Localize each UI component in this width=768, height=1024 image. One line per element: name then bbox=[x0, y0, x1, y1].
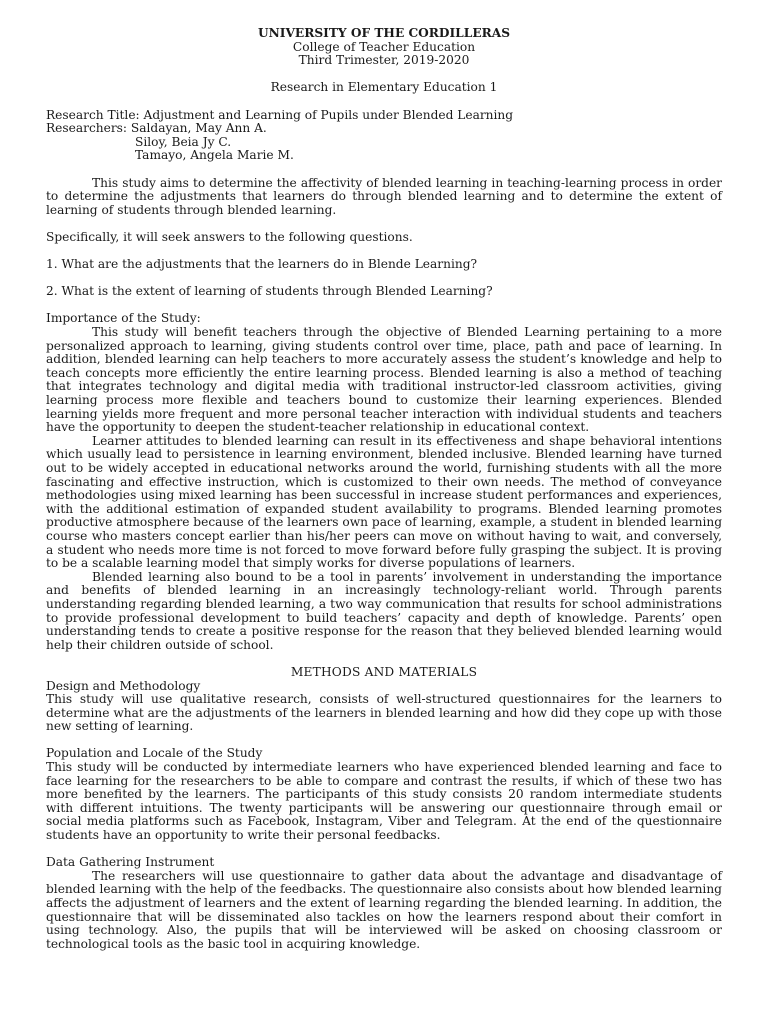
importance-paragraph: Blended learning also bound to be a tool in parents’ involvement in understanding the importance and benefits of blended learning in an increasingly technology-reliant world. Through parents understanding regarding blended learning, a two way communication that results for school administrations to provide professional development to build teachers’ capacity and depth of knowledge. Parents’ open understanding tends to create a positive response for the reason that they believed blended learning would help their children outside of school. bbox=[46, 569, 722, 652]
methods-heading: METHODS AND MATERIALS bbox=[290, 664, 478, 679]
importance-paragraph: This study will benefit teachers through the objective of Blended Learning pertaining to a more personalized approach to learning, giving students control over time, place, path and pace of learning. In addition, blended learning can help teachers to more accurately assess the student’s knowledge and help to teach concepts more efficiently the entire learning process. Blended learning is also a method of teaching that integrates technology and digital media with traditional instructor-led classroom activities, giving learning process more flexible and teachers bound to customize their learning experiences. Blended learning yields more frequent and more personal teacher interaction with individual students and teachers have the opportunity to deepen the student-teacher relationship in educational context. bbox=[46, 325, 722, 435]
importance-heading: Importance of the Study: bbox=[46, 311, 201, 326]
research-title-value: Adjustment and Learning of Pupils under Blended Learning bbox=[143, 107, 514, 122]
aim-paragraph: This study aims to determine the affectivity of blended learning in teaching-learning process in order to determine the adjustments that learners do through blended learning and to determine the extent of learning of students through blended learning. bbox=[46, 175, 722, 217]
college-name: College of Teacher Education bbox=[292, 39, 476, 54]
instrument-heading: Data Gathering Instrument bbox=[46, 855, 215, 870]
research-title-label: Research Title: bbox=[46, 107, 140, 122]
researchers-label: Researchers: bbox=[46, 121, 128, 136]
term: Third Trimester, 2019-2020 bbox=[298, 53, 470, 68]
researcher-name: Saldayan, May Ann A. bbox=[130, 121, 267, 136]
design-paragraph: This study will use qualitative research, consists of well-structured questionnaires for the learners to determine what are the adjustments of the learners in blended learning and how did they cope up with those new setting of learning. bbox=[46, 692, 722, 734]
researcher-name: Siloy, Beia Jy C. bbox=[135, 134, 232, 149]
question-2: 2. What is the extent of learning of students through Blended Learning? bbox=[46, 284, 493, 299]
course-name: Research in Elementary Education 1 bbox=[270, 80, 498, 95]
researchers-line bbox=[46, 122, 722, 136]
instrument-paragraph: The researchers will use questionnaire to gather data about the advantage and disadvantage of blended learning with the help of the feedbacks. The questionnaire also consists about how blended learning affects the adjustment of learners and the extent of learning regarding the blended learning. In addition, the questionnaire that will be disseminated also tackles on how the learners respond about their comfort in using technology. Also, the pupils that will be interviewed will be asked on choosing classroom or technological tools as the basic tool in acquiring knowledge. bbox=[46, 868, 722, 951]
researcher-name: Tamayo, Angela Marie M. bbox=[135, 148, 294, 163]
university-name: UNIVERSITY OF THE CORDILLERAS bbox=[257, 26, 511, 40]
importance-paragraph: Learner attitudes to blended learning can result in its effectiveness and shape behavioral intentions which usually lead to persistence in learning environment, blended inclusive. Blended learning have turned out to be widely accepted in educational networks around the world, furnishing students with all the more fascinating and effective instruction, which is customized to their own needs. The method of conveyance methodologies using mixed learning has been successful in increase student performances and experiences, with the additional estimation of expanded student availability to programs. Blended learning promotes productive atmosphere because of the learners own pace of learning, example, a student in blended learning course who masters concept earlier than his/her peers can move on without having to wait, and conversely, a student who needs more time is not forced to move forward before fully grasping the subject. It is proving to be a scalable learning model that simply works for diverse populations of learners. bbox=[46, 433, 722, 571]
population-paragraph: This study will be conducted by intermediate learners who have experienced blended learning and face to face learning for the researchers to be able to compare and contrast the results, if which of these two has more benefited by the learners. The participants of this study consists 20 random intermediate students with different intuitions. The twenty participants will be answering our questionnaire through email or social media platforms such as Facebook, Instagram, Viber and Telegram. At the end of the questionnaire students have an opportunity to write their personal feedbacks. bbox=[46, 760, 722, 843]
question-1: 1. What are the adjustments that the learners do in Blende Learning? bbox=[46, 257, 478, 272]
design-heading: Design and Methodology bbox=[46, 678, 201, 693]
specifically-paragraph: Specifically, it will seek answers to the following questions. bbox=[46, 229, 413, 244]
population-heading: Population and Locale of the Study bbox=[46, 746, 263, 761]
research-title-line bbox=[46, 109, 722, 123]
